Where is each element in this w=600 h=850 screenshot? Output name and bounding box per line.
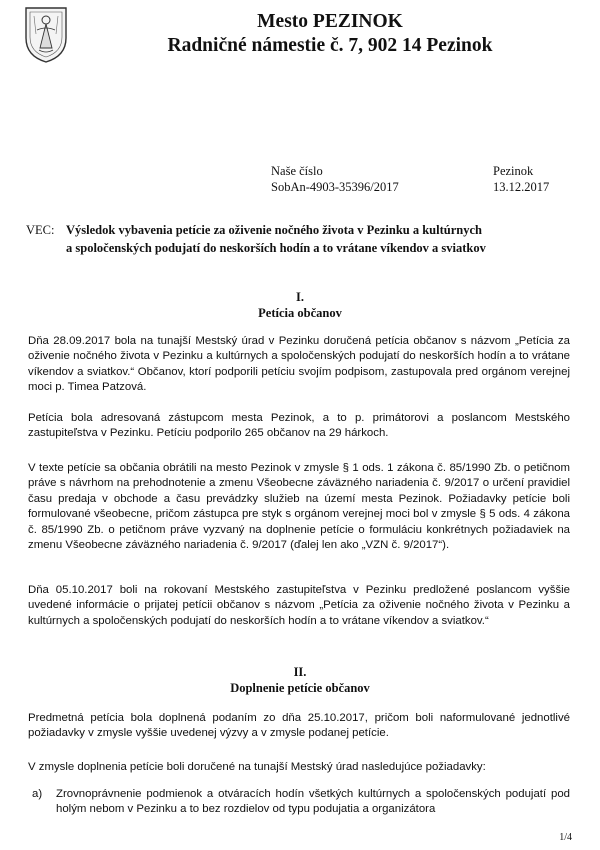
- section-1-heading: [0, 289, 600, 321]
- subject: [26, 221, 586, 257]
- city-coat-of-arms: [22, 4, 70, 64]
- paragraph: Predmetná petícia bola doplnená podaním zo dňa 25.10.2017, pričom boli naformulované jednotlivé požiadavky v zmysle vyššie uvedenej výzvy a v zmysle podanej petície.: [28, 712, 570, 740]
- list-item-marker: a): [32, 788, 43, 800]
- reference-number-block: [271, 163, 399, 195]
- subject-line-1: Výsledok vybavenia petície za oživenie nočného života v Pezinku a kultúrnych: [66, 223, 482, 237]
- paragraph: Petícia bola adresovaná zástupcom mesta Pezinok, a to p. primátorovi a poslancom Mestského zastupiteľstva v Pezinku. Petíciu podporilo 265 občanov na 29 hárkoch.: [28, 412, 570, 440]
- date: 13.12.2017: [493, 180, 550, 194]
- paragraph: V zmysle doplnenia petície boli doručené na tunajší Mestský úrad nasledujúce požiadavky:: [28, 761, 486, 773]
- list-item: [28, 787, 570, 818]
- list-item-text: Zrovnoprávnenie podmienok a otváracích hodín všetkých kultúrnych a spoločenských podujatí pod holým nebom v Pezinku a to bez rozdielov od typu podujatia a organizátora: [56, 788, 570, 816]
- city-address: Radničné námestie č. 7, 902 14 Pezinok: [167, 35, 493, 56]
- page-number: 1/4: [559, 832, 572, 843]
- section-2-title: Doplnenie petície občanov: [230, 681, 370, 695]
- section-1-title: Petícia občanov: [258, 306, 342, 320]
- reference-label: Naše číslo: [271, 164, 323, 178]
- paragraph: Dňa 28.09.2017 bola na tunajší Mestský úrad v Pezinku doručená petícia občanov s názvom „Petícia za oživenie nočného života v Pezinku a kultúrnych a spoločenských podujatí do neskorších hodín a to vrátane víkendov a sviatkov.“ Občanov, ktorí podporili petíciu svojím podpisom, zastupovala pred orgánom verejnej moci p. Timea Patzová.: [28, 335, 570, 394]
- subject-prefix: VEC:: [26, 223, 55, 237]
- section-1-number: I.: [296, 290, 304, 304]
- paragraph: Dňa 05.10.2017 boli na rokovaní Mestského zastupiteľstva v Pezinku predložené poslancom vyššie uvedené informácie o prijatej petícii občanov s názvom „Petícia za oživenie nočného života v Pezinku a kultúrnych a spoločenských podujatí do neskorších hodín a to vrátane víkendov a sviatkov.“: [28, 584, 570, 627]
- section-2-number: II.: [293, 665, 307, 679]
- place-date-block: [493, 163, 549, 195]
- document-header: [80, 11, 580, 59]
- place: Pezinok: [493, 164, 534, 178]
- reference-number: SobAn-4903-35396/2017: [271, 180, 399, 194]
- subject-line-2: a spoločenských podujatí do neskorších hodín a to vrátane víkendov a sviatkov: [66, 241, 486, 255]
- paragraph: V texte petície sa občania obrátili na mesto Pezinok v zmysle § 1 ods. 1 zákona č. 85/1990 Zb. o petičnom práve s návrhom na prehodnotenie a zmenu Všeobecne záväzného nariadenia č. 9/2017 o určení pravidiel času predaja v obchode a času prevádzky služieb na území mesta Pezinok. Požiadavky petície boli formulované všeobecne, pričom zástupca pre styk s orgánom verejnej moci bol v zmysle § 5 ods. 4 zákona č. 85/1990 Zb. o petičnom práve vyzvaný na doplnenie petície o formuláciu konkrétnych požiadaviek na zmenu Všeobecne záväzného nariadenia č. 9/2017 (ďalej len ako „VZN č. 9/2017“).: [28, 462, 570, 552]
- city-name: Mesto PEZINOK: [257, 11, 403, 32]
- section-2-heading: [0, 664, 600, 696]
